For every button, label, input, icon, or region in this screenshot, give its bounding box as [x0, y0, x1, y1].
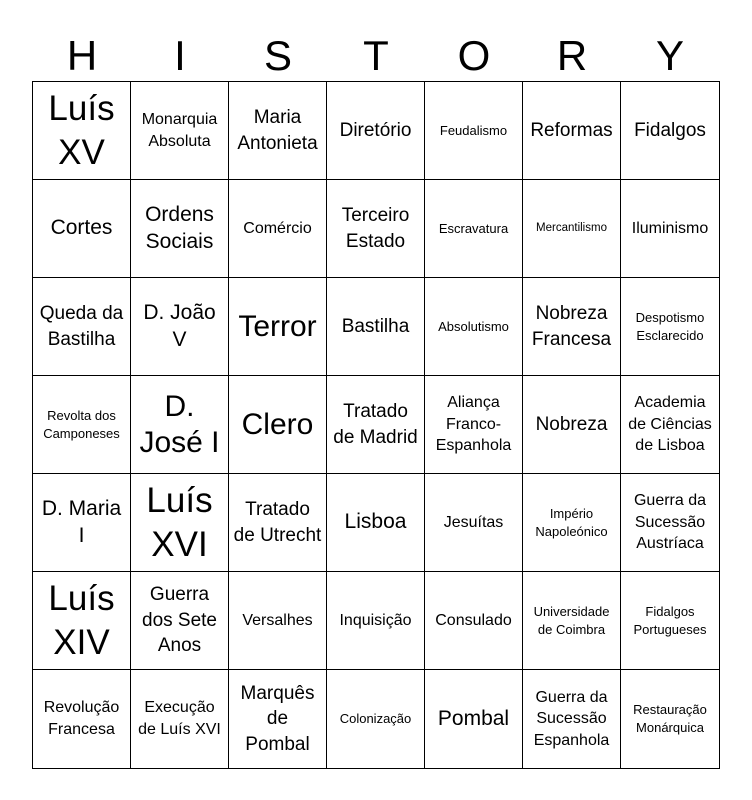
cell-text: Restauração Monárquica	[633, 702, 707, 735]
cell-text: Execução de Luís XVI	[138, 699, 221, 738]
bingo-cell[interactable]	[523, 376, 621, 474]
header-letter-o: O	[457, 32, 491, 79]
cell-text: Escravatura	[438, 220, 509, 236]
cell-text: Comércio	[243, 219, 312, 237]
cell-text: Luís XVI	[146, 480, 213, 564]
bingo-cell[interactable]	[425, 572, 523, 670]
cell-text: Cortes	[50, 216, 113, 240]
header-letter-s: S	[263, 32, 292, 79]
cell-text: Mercantilismo	[536, 221, 607, 234]
bingo-cell[interactable]	[229, 670, 327, 768]
cell-text: D. João V	[143, 301, 216, 351]
bingo-cell[interactable]	[523, 180, 621, 278]
bingo-cell[interactable]	[33, 278, 131, 376]
bingo-cell[interactable]	[425, 376, 523, 474]
bingo-cell[interactable]	[33, 572, 131, 670]
cell-text: Absolutismo	[438, 318, 509, 334]
header-letter-r: R	[556, 32, 588, 79]
cell-text: Luís XIV	[48, 578, 115, 662]
bingo-cell[interactable]	[621, 82, 719, 180]
cell-text: Fidalgos	[634, 119, 706, 141]
bingo-cell[interactable]	[621, 180, 719, 278]
bingo-cell[interactable]	[425, 180, 523, 278]
cell-text: Luís XV	[48, 88, 115, 172]
bingo-cell[interactable]	[131, 376, 229, 474]
cell-text: Revolução Francesa	[43, 699, 120, 738]
bingo-cell[interactable]	[131, 180, 229, 278]
header-letter-i: I	[174, 32, 186, 79]
bingo-cell[interactable]	[327, 82, 425, 180]
bingo-cell[interactable]	[131, 82, 229, 180]
cell-text: Reformas	[530, 119, 613, 141]
header-letter-y: Y	[655, 32, 684, 79]
bingo-cell[interactable]	[425, 670, 523, 768]
bingo-cell[interactable]	[229, 376, 327, 474]
cell-text: Queda da Bastilha	[39, 302, 124, 350]
cell-text: Tratado de Madrid	[333, 400, 418, 448]
cell-text: D. Maria I	[41, 497, 122, 547]
bingo-cell[interactable]	[327, 180, 425, 278]
header-letter-h: H	[66, 32, 98, 79]
bingo-cell[interactable]	[131, 278, 229, 376]
bingo-cell[interactable]	[327, 474, 425, 572]
header-letter-t: T	[363, 32, 389, 79]
bingo-cell[interactable]	[425, 82, 523, 180]
cell-text: Nobreza Francesa	[531, 302, 612, 350]
bingo-board	[32, 81, 720, 769]
cell-text: Guerra da Sucessão Austríaca	[633, 492, 707, 553]
cell-text: Guerra da Sucessão Espanhola	[533, 688, 610, 749]
bingo-cell[interactable]	[327, 278, 425, 376]
bingo-cell[interactable]	[131, 572, 229, 670]
bingo-cell[interactable]	[621, 376, 719, 474]
bingo-cell[interactable]	[327, 572, 425, 670]
cell-text: D. José I	[139, 389, 220, 459]
cell-text: Clero	[241, 407, 314, 441]
cell-text: Pombal	[437, 706, 510, 730]
cell-text: Ordens Sociais	[145, 203, 214, 253]
bingo-cell[interactable]	[621, 278, 719, 376]
cell-text: Terceiro Estado	[341, 204, 410, 252]
cell-text: Iluminismo	[631, 219, 709, 237]
bingo-cell[interactable]	[33, 82, 131, 180]
bingo-cell[interactable]	[523, 278, 621, 376]
cell-text: Lisboa	[344, 510, 407, 534]
cell-text: Marquês de Pombal	[240, 682, 315, 755]
bingo-cell[interactable]	[229, 474, 327, 572]
bingo-cell[interactable]	[523, 572, 621, 670]
bingo-cell[interactable]	[229, 278, 327, 376]
cell-text: Colonização	[339, 711, 412, 727]
bingo-cell[interactable]	[523, 82, 621, 180]
bingo-cell[interactable]	[33, 474, 131, 572]
cell-text: Fidalgos Portugueses	[633, 603, 707, 637]
cell-text: Monarquia Absoluta	[141, 110, 218, 150]
bingo-cell[interactable]	[621, 572, 719, 670]
bingo-cell[interactable]	[33, 180, 131, 278]
cell-text: Despotismo Esclarecido	[635, 309, 705, 343]
cell-text: Academia de Ciências de Lisboa	[628, 394, 712, 455]
cell-text: Tratado de Utrecht	[233, 498, 322, 546]
bingo-cell[interactable]	[33, 670, 131, 768]
cell-text: Império Napoleónico	[535, 505, 608, 539]
cell-text: Inquisição	[339, 611, 412, 629]
cell-text: Versalhes	[242, 611, 313, 629]
cell-text: Guerra dos Sete Anos	[142, 584, 217, 657]
bingo-cell[interactable]	[327, 376, 425, 474]
bingo-cell[interactable]	[131, 670, 229, 768]
cell-text: Jesuítas	[443, 513, 504, 531]
cell-text: Nobreza	[535, 413, 608, 435]
cell-text: Universidade de Coimbra	[533, 603, 610, 637]
bingo-cell[interactable]	[621, 670, 719, 768]
bingo-cell[interactable]	[425, 278, 523, 376]
cell-text: Revolta dos Camponeses	[43, 407, 120, 441]
cell-text: Diretório	[339, 119, 412, 141]
cell-text: Aliança Franco-Espanhola	[435, 394, 512, 455]
cell-text: Terror	[238, 309, 317, 343]
cell-text: Bastilha	[341, 315, 410, 337]
bingo-cell[interactable]	[523, 474, 621, 572]
cell-text: Consulado	[435, 611, 512, 629]
bingo-cell[interactable]	[621, 474, 719, 572]
bingo-cell[interactable]	[131, 474, 229, 572]
bingo-cell[interactable]	[229, 180, 327, 278]
bingo-header	[33, 28, 719, 84]
bingo-cell[interactable]	[229, 82, 327, 180]
bingo-cell[interactable]	[425, 474, 523, 572]
cell-text: Feudalismo	[439, 122, 508, 138]
bingo-cell[interactable]	[229, 572, 327, 670]
bingo-cell[interactable]	[523, 670, 621, 768]
bingo-cell[interactable]	[327, 670, 425, 768]
cell-text: Maria Antonieta	[237, 106, 318, 154]
bingo-cell[interactable]	[33, 376, 131, 474]
